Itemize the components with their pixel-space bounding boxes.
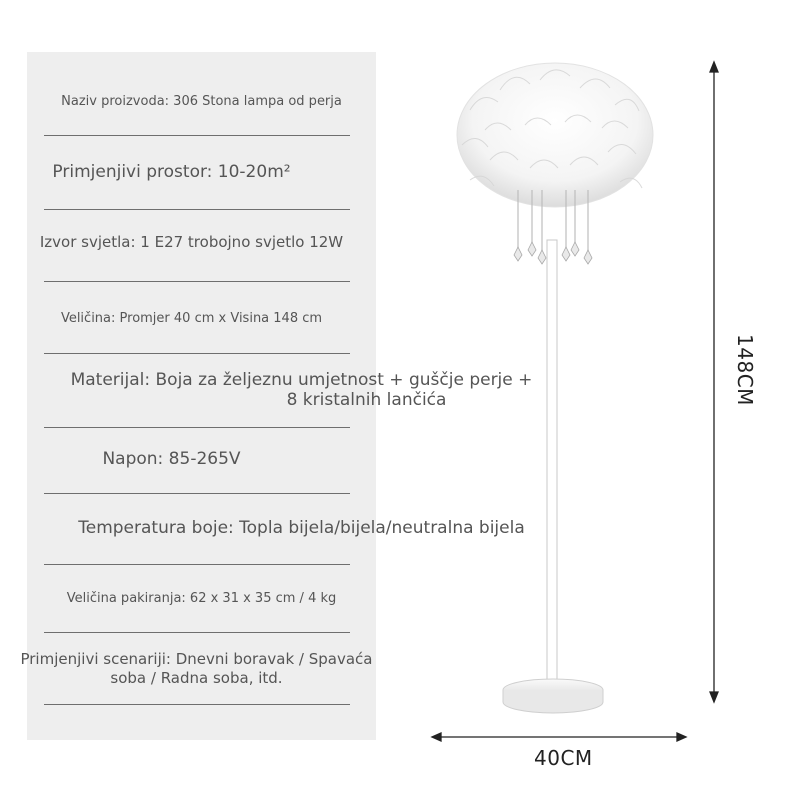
spec-scenarios-line2: soba / Radna soba, itd. xyxy=(110,669,283,687)
spec-material-line2: 8 kristalnih lančića xyxy=(286,390,447,410)
spec-package: Veličina pakiranja: 62 x 31 x 35 cm / 4 kg xyxy=(66,591,337,606)
feather-shade xyxy=(457,63,653,207)
divider xyxy=(44,135,350,136)
divider xyxy=(44,564,350,565)
divider xyxy=(44,632,350,633)
spec-material-line1: Materijal: Boja za željeznu umjetnost + guščje perje + xyxy=(70,370,533,390)
spec-size: Veličina: Promjer 40 cm x Visina 148 cm xyxy=(60,311,323,326)
divider xyxy=(44,493,350,494)
width-label: 40CM xyxy=(534,746,593,770)
floor-lamp-illustration xyxy=(430,50,770,780)
spec-light-source: Izvor svjetla: 1 E27 trobojno svjetlo 12W xyxy=(39,233,344,251)
spec-product-name: Naziv proizvoda: 306 Stona lampa od perja xyxy=(61,94,342,109)
divider xyxy=(44,704,350,705)
width-dimension-arrow xyxy=(432,733,686,741)
spec-panel xyxy=(20,52,533,740)
lamp-pole xyxy=(547,240,557,680)
divider xyxy=(44,209,350,210)
spec-space: Primjenjivi prostor: 10-20m² xyxy=(52,162,291,182)
spec-color-temp: Temperatura boje: Topla bijela/bijela/neutralna bijela xyxy=(78,518,525,538)
divider xyxy=(44,427,350,428)
divider xyxy=(44,353,350,354)
spec-voltage: Napon: 85-265V xyxy=(102,449,241,469)
spec-scenarios-line1: Primjenjivi scenariji: Dnevni boravak / Spavaća xyxy=(20,650,373,668)
height-label: 148CM xyxy=(733,334,757,406)
lamp-base xyxy=(503,679,603,713)
height-dimension-arrow xyxy=(710,62,718,702)
divider xyxy=(44,281,350,282)
